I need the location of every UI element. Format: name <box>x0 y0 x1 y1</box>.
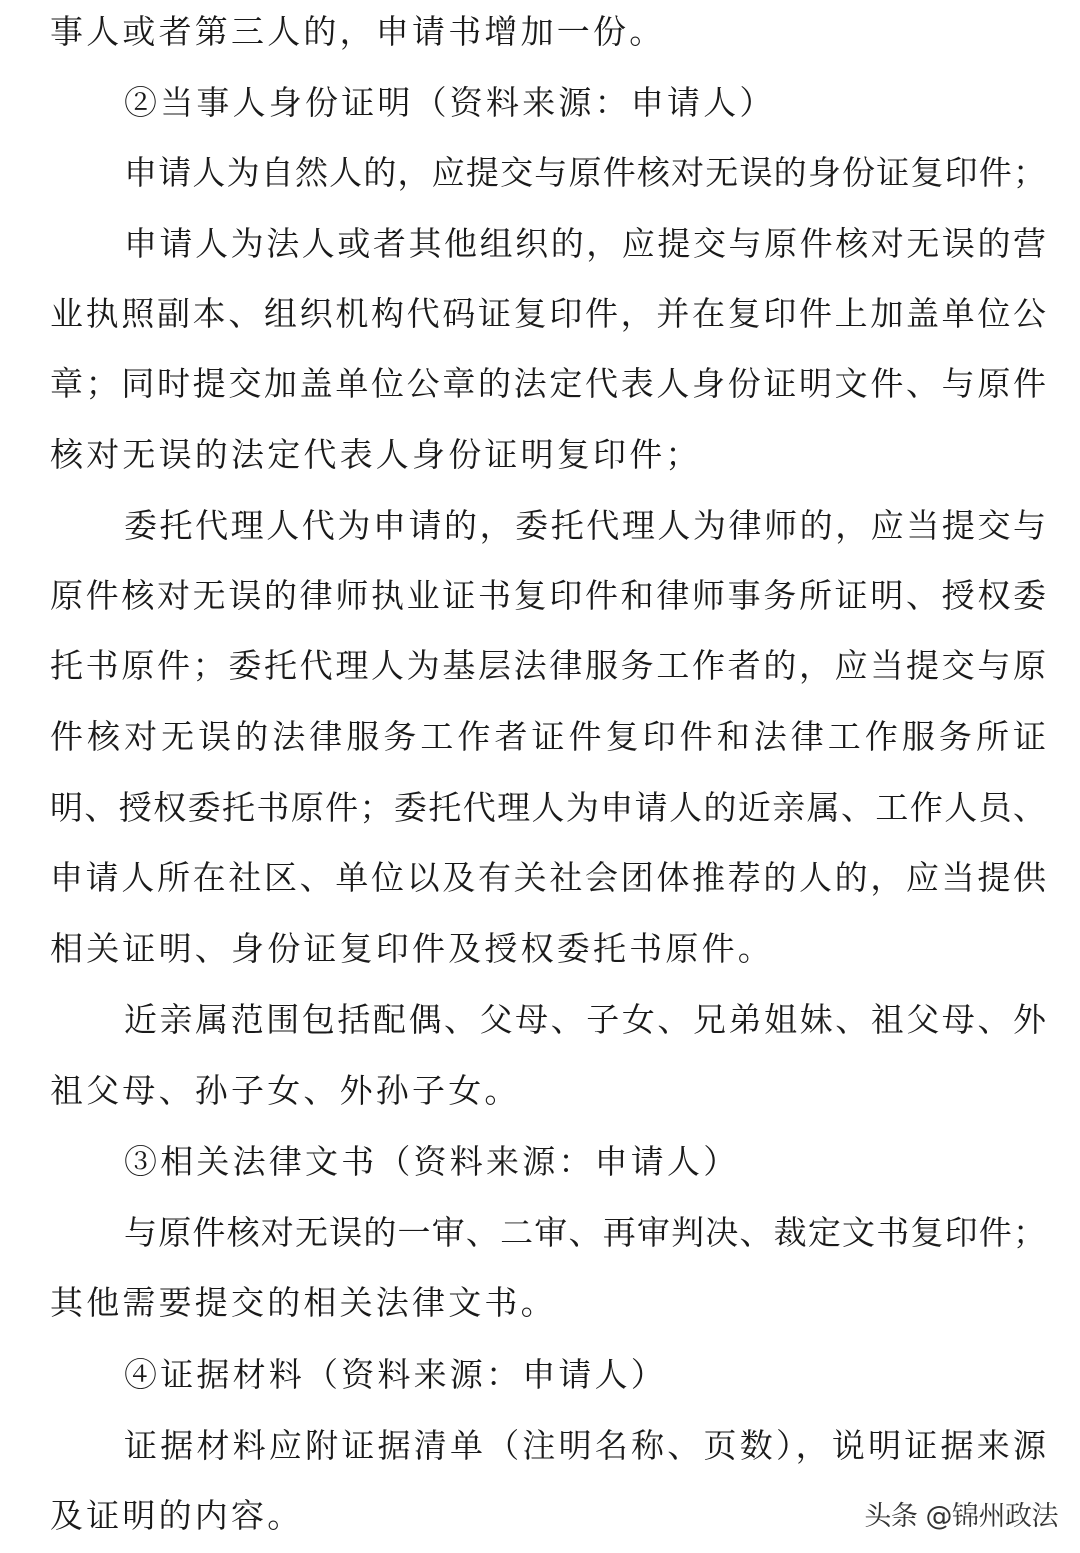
section-heading-identity-proof: ②当事人身份证明（资料来源：申请人） <box>124 83 776 122</box>
text-line: 祖父母、孙子女、外孙子女。 <box>50 1071 521 1110</box>
text-line: 明、授权委托书原件；委托代理人为申请人的近亲属、工作人员、 <box>50 788 1046 827</box>
text-line: 申请人所在社区、单位以及有关社会团体推荐的人的，应当提供 <box>50 858 1046 897</box>
section-heading-evidence: ④证据材料（资料来源：申请人） <box>124 1355 667 1394</box>
text-line: 其他需要提交的相关法律文书。 <box>50 1283 557 1322</box>
text-line: 事人或者第三人的，申请书增加一份。 <box>50 12 666 51</box>
text-line: 与原件核对无误的一审、二审、再审判决、裁定文书复印件； <box>124 1213 1046 1252</box>
text-line: 近亲属范围包括配偶、父母、子女、兄弟姐妹、祖父母、外 <box>124 1000 1046 1039</box>
text-line: 托书原件；委托代理人为基层法律服务工作者的，应当提交与原 <box>50 646 1046 685</box>
section-heading-legal-documents: ③相关法律文书（资料来源：申请人） <box>124 1142 740 1181</box>
text-line: 原件核对无误的律师执业证书复印件和律师事务所证明、授权委 <box>50 576 1046 615</box>
text-line: 委托代理人代为申请的，委托代理人为律师的，应当提交与 <box>124 506 1046 545</box>
text-line: 证据材料应附证据清单（注明名称、页数），说明证据来源 <box>124 1426 1046 1465</box>
text-line: 申请人为自然人的，应提交与原件核对无误的身份证复印件； <box>124 153 1046 192</box>
text-line: 及证明的内容。 <box>50 1496 304 1535</box>
text-line: 申请人为法人或者其他组织的，应提交与原件核对无误的营 <box>124 224 1046 263</box>
text-line: 相关证明、身份证复印件及授权委托书原件。 <box>50 929 774 968</box>
text-line: 业执照副本、组织机构代码证复印件，并在复印件上加盖单位公 <box>50 294 1046 333</box>
text-line: 章；同时提交加盖单位公章的法定代表人身份证明文件、与原件 <box>50 364 1046 403</box>
watermark-label: 头条 @锦州政法 <box>864 1501 1058 1532</box>
text-line: 件核对无误的法律服务工作者证件复印件和法律工作服务所证 <box>50 717 1046 756</box>
text-line: 核对无误的法定代表人身份证明复印件； <box>50 435 702 474</box>
